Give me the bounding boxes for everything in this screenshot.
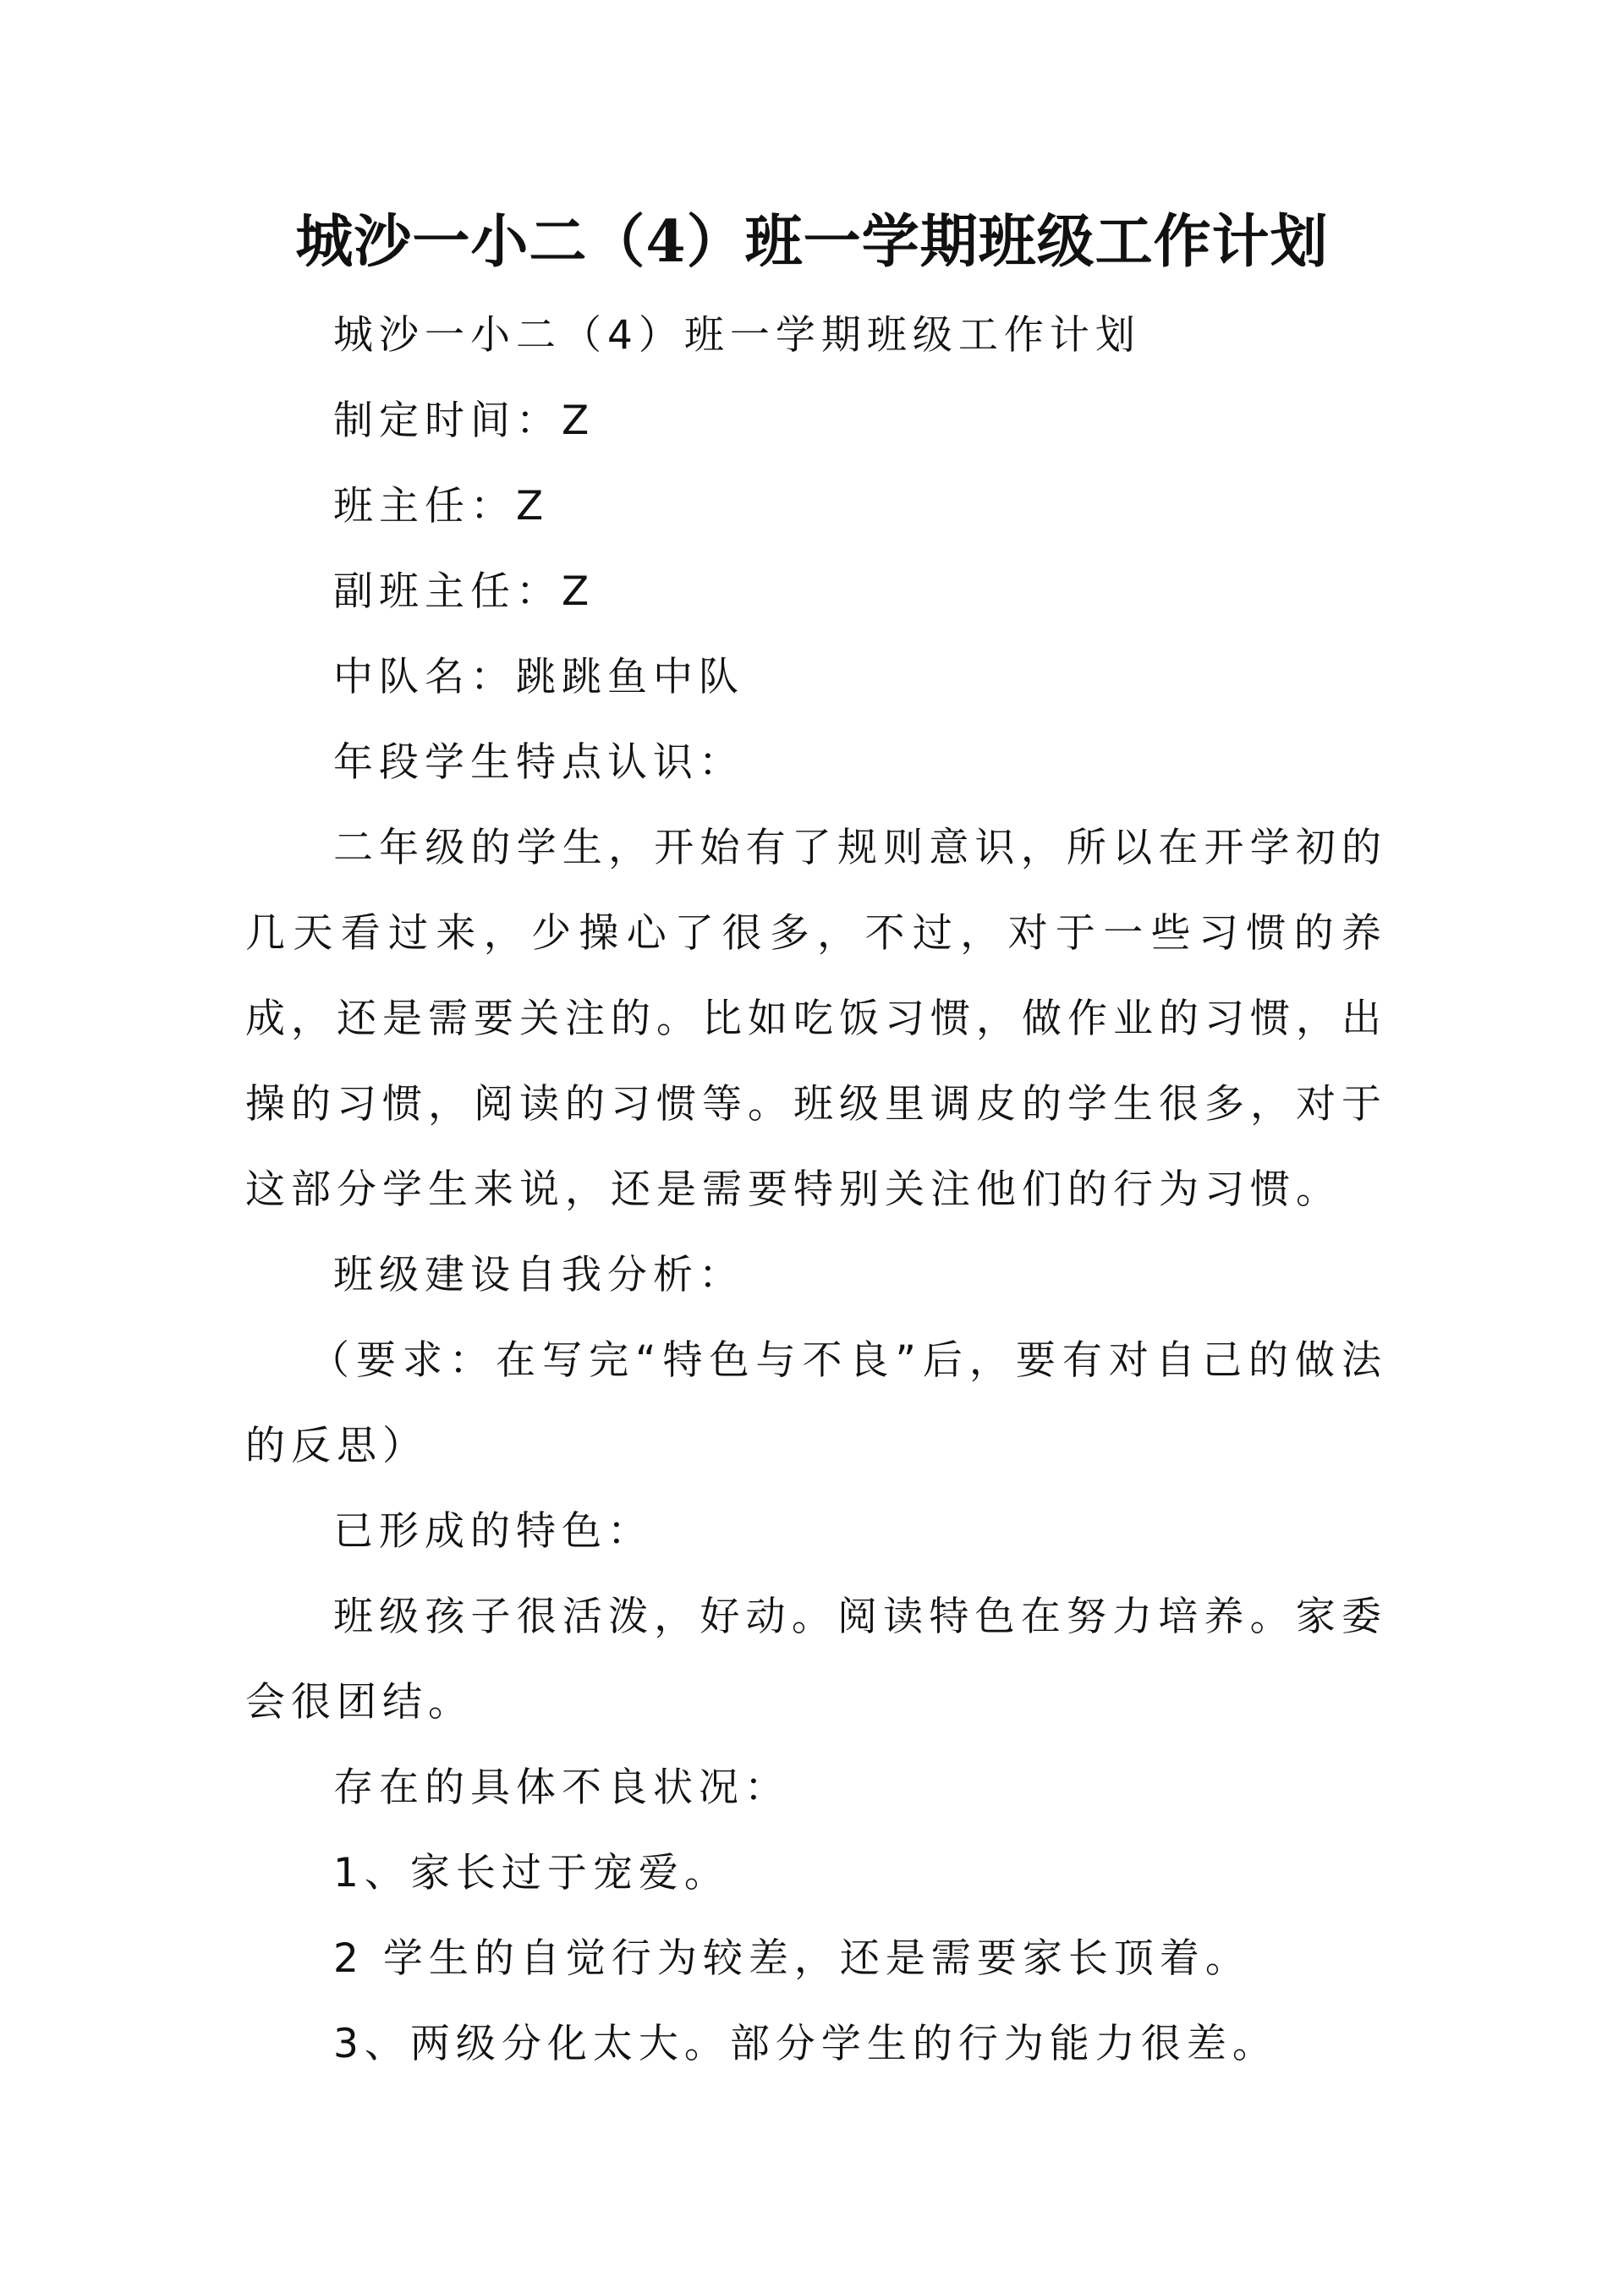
paragraph-problem-2: 2 学生的自觉行为较差，还是需要家长顶着。 (333, 1935, 1251, 1982)
paragraph-head-teacher: 班主任：Z (333, 483, 550, 530)
paragraph-date: 制定时间：Z (333, 398, 595, 444)
paragraph-deputy-teacher: 副班主任：Z (333, 568, 595, 615)
paragraph-section-features: 已形成的特色： (333, 1508, 653, 1555)
paragraph-problem-1: 1、家长过于宠爱。 (333, 1850, 730, 1896)
paragraph-student-traits: 二年级的学生，开始有了规则意识，所以在开学初的几天看过来，少操心了很多，不过，对于一些习惯的养成，还是需要关注的。比如吃饭习惯，做作业的习惯，出操的习惯，阅读的习惯等。班级里调皮的学生很多，对于这部分学生来说，还是需要特别关注他们的行为习惯。 (245, 825, 1387, 1213)
paragraph-features: 班级孩子很活泼，好动。阅读特色在努力培养。家委会很团结。 (245, 1594, 1387, 1726)
paragraph-squad-name: 中队名：跳跳鱼中队 (333, 654, 744, 700)
paragraph-subtitle: 城沙一小二（4）班一学期班级工作计划 (333, 312, 1141, 359)
paragraph-section-class-analysis: 班级建设自我分析： (333, 1252, 744, 1298)
paragraph-requirement-note: （要求：在写完“特色与不良”后，要有对自己的做法的反思） (245, 1337, 1387, 1469)
document-body (245, 293, 1387, 2087)
paragraph-section-student-traits: 年段学生特点认识： (333, 739, 744, 786)
paragraph-section-problems: 存在的具体不良状况： (333, 1764, 790, 1811)
document-title: 城沙一小二（4）班一学期班级工作计划 (295, 208, 1329, 276)
paragraph-problem-3: 3、两级分化太大。部分学生的行为能力很差。 (333, 2021, 1278, 2067)
